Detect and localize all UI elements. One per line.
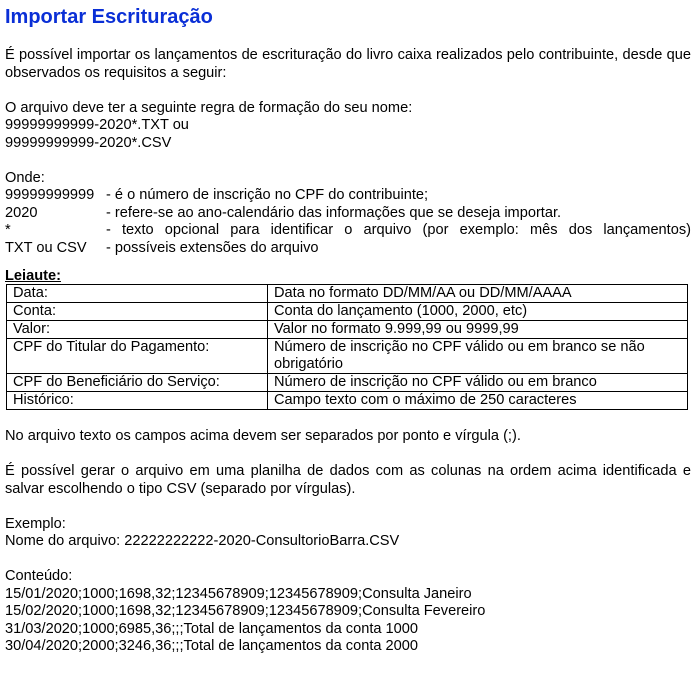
table-row (7, 285, 688, 303)
content-heading: Conteúdo: (5, 568, 73, 584)
layout-table (6, 284, 688, 410)
definition-row (5, 187, 691, 205)
layout-field: Valor: (7, 321, 268, 339)
layout-field: Histórico: (7, 392, 268, 410)
layout-format: Conta do lançamento (1000, 2000, etc) (268, 303, 688, 321)
table-row (7, 339, 688, 374)
layout-format: Campo texto com o máximo de 250 caracteres (268, 392, 688, 410)
definition-desc: - refere-se ao ano-calendário das informações que se deseja importar. (106, 204, 562, 221)
definition-desc: - texto opcional para identificar o arquivo (por exemplo: mês dos lançamentos) (106, 222, 691, 238)
layout-format: Valor no formato 9.999,99 ou 9999,99 (268, 321, 688, 339)
definition-key: TXT ou CSV (5, 239, 87, 256)
layout-format: Data no formato DD/MM/AA ou DD/MM/AAAA (268, 285, 688, 303)
table-row (7, 374, 688, 392)
separator-note: No arquivo texto os campos acima devem ser separados por ponto e vírgula (;). (5, 428, 521, 444)
example-section (5, 516, 691, 551)
where-heading: Onde: (5, 169, 45, 186)
layout-field: CPF do Beneficiário do Serviço: (7, 374, 268, 392)
example-heading: Exemplo: (5, 515, 66, 532)
naming-pattern-txt: 99999999999-2020*.TXT ou (5, 117, 189, 133)
naming-pattern-csv: 99999999999-2020*.CSV (5, 134, 172, 151)
layout-format: Número de inscrição no CPF válido ou em branco se não obrigatório (268, 339, 688, 374)
content-line: 15/02/2020;1000;1698,32;12345678909;12345678909;Consulta Fevereiro (5, 603, 486, 619)
layout-format: Número de inscrição no CPF válido ou em branco (268, 374, 688, 392)
example-filename: Nome do arquivo: 22222222222-2020-ConsultorioBarra.CSV (5, 533, 400, 549)
naming-rule-text: O arquivo deve ter a seguinte regra de formação do seu nome: (5, 99, 413, 116)
intro-paragraph: É possível importar os lançamentos de escrituração do livro caixa realizados pelo contribuinte, desde que observados os requisitos a seguir: (5, 47, 691, 81)
page-title: Importar Escrituração (5, 6, 213, 28)
content-line: 31/03/2020;1000;6985,36;;;Total de lançamentos da conta 1000 (5, 620, 419, 637)
definition-desc: - possíveis extensões do arquivo (106, 239, 319, 256)
layout-field: Data: (7, 285, 268, 303)
where-definitions (5, 187, 691, 257)
definition-key: 99999999999 (5, 187, 95, 203)
where-section (5, 170, 691, 258)
spreadsheet-note: É possível gerar o arquivo em uma planilha de dados com as colunas na ordem acima identificada e salvar escolhendo o tipo CSV (separado por vírgulas). (5, 463, 691, 497)
content-section (5, 568, 691, 656)
content-line: 15/01/2020;1000;1698,32;12345678909;12345678909;Consulta Janeiro (5, 585, 472, 602)
layout-heading: Leiaute: (5, 268, 61, 284)
content-line: 30/04/2020;2000;3246,36;;;Total de lançamentos da conta 2000 (5, 638, 419, 654)
table-row (7, 321, 688, 339)
naming-rule-section (5, 100, 691, 153)
table-row (7, 392, 688, 410)
layout-field: Conta: (7, 303, 268, 321)
definition-row (5, 205, 691, 223)
definition-row (5, 222, 691, 240)
definition-key: * (5, 222, 11, 238)
definition-key: 2020 (5, 204, 38, 221)
definition-row (5, 240, 691, 258)
table-row (7, 303, 688, 321)
definition-desc: - é o número de inscrição no CPF do contribuinte; (106, 187, 429, 203)
layout-field: CPF do Titular do Pagamento: (7, 339, 268, 374)
